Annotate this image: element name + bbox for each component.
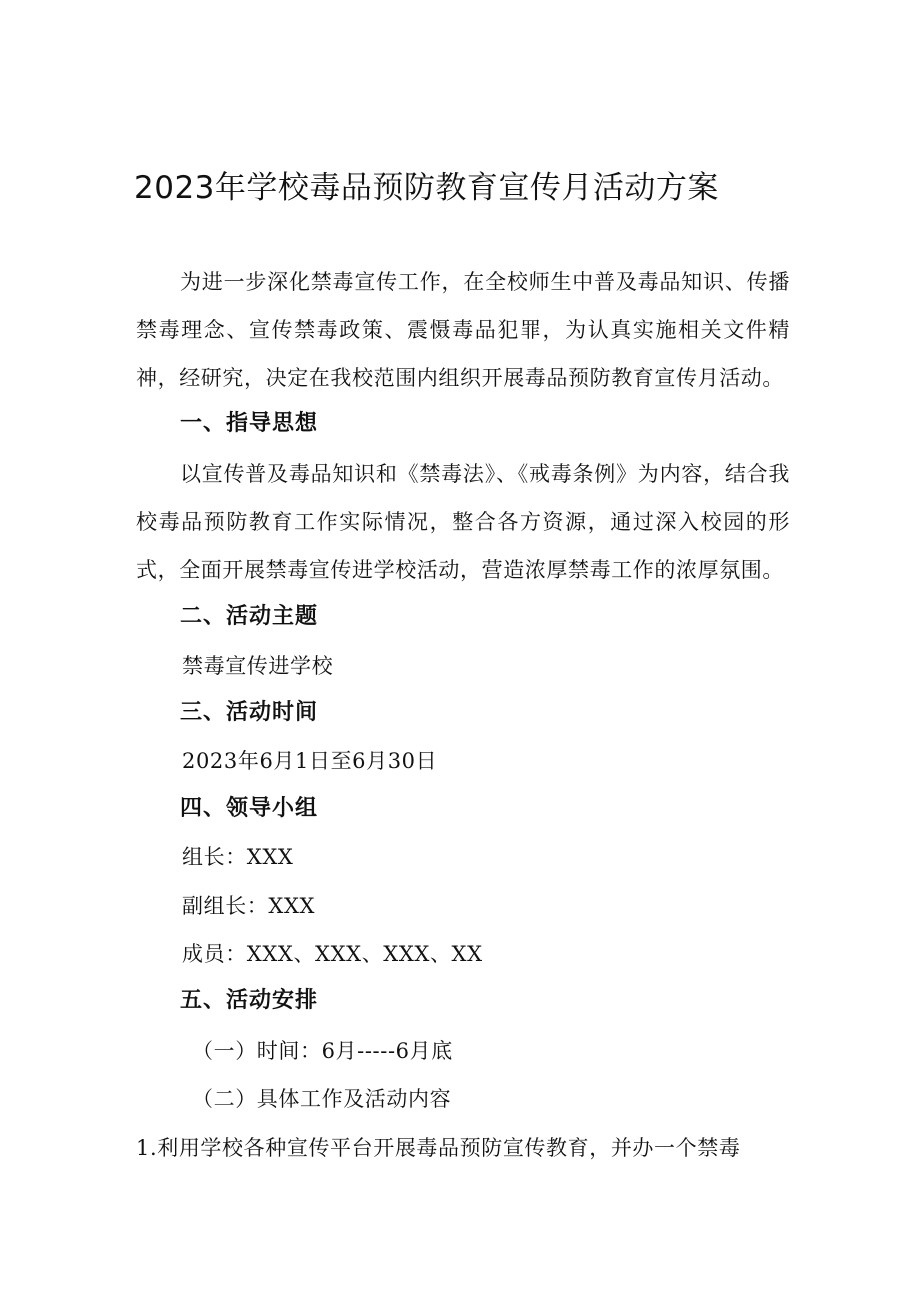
- section-heading-activity-time: 三、活动时间: [180, 700, 319, 725]
- intro-paragraph: 为进一步深化禁毒宣传工作，在全校师生中普及毒品知识、传播禁毒理念、宣传禁毒政策、震慑毒品犯罪，为认真实施相关文件精神，经研究，决定在我校范围内组织开展毒品预防教育宣传月活动。: [136, 270, 790, 390]
- activity-time-text: 2023年6月1日至6月30日: [182, 749, 438, 773]
- guiding-ideology-paragraph: 以宣传普及毒品知识和《禁毒法》、《戒毒条例》为内容，结合我校毒品预防教育工作实际情况，整合各方资源，通过深入校园的形式，全面开展禁毒宣传进学校活动，营造浓厚禁毒工作的浓厚氛围。: [136, 462, 790, 582]
- section-heading-leadership-group: 四、领导小组: [180, 796, 319, 821]
- deputy-leader-line: 副组长：XXX: [182, 894, 316, 918]
- members-line: 成员：XXX、XXX、XXX、XX: [182, 942, 483, 966]
- arrangement-item-1: 1.利用学校各种宣传平台开展毒品预防宣传教育，并办一个禁毒: [136, 1136, 741, 1160]
- section-heading-guiding-ideology: 一、指导思想: [180, 411, 319, 436]
- document-title: 2023年学校毒品预防教育宣传月活动方案: [134, 170, 719, 206]
- section-heading-activity-theme: 二、活动主题: [180, 604, 319, 629]
- arrangement-content-heading: （二）具体工作及活动内容: [192, 1087, 452, 1111]
- activity-theme-text: 禁毒宣传进学校: [182, 654, 334, 678]
- section-heading-activity-arrangement: 五、活动安排: [180, 988, 319, 1013]
- leader-line: 组长：XXX: [182, 845, 294, 869]
- arrangement-time-line: （一）时间：6月-----6月底: [192, 1039, 453, 1063]
